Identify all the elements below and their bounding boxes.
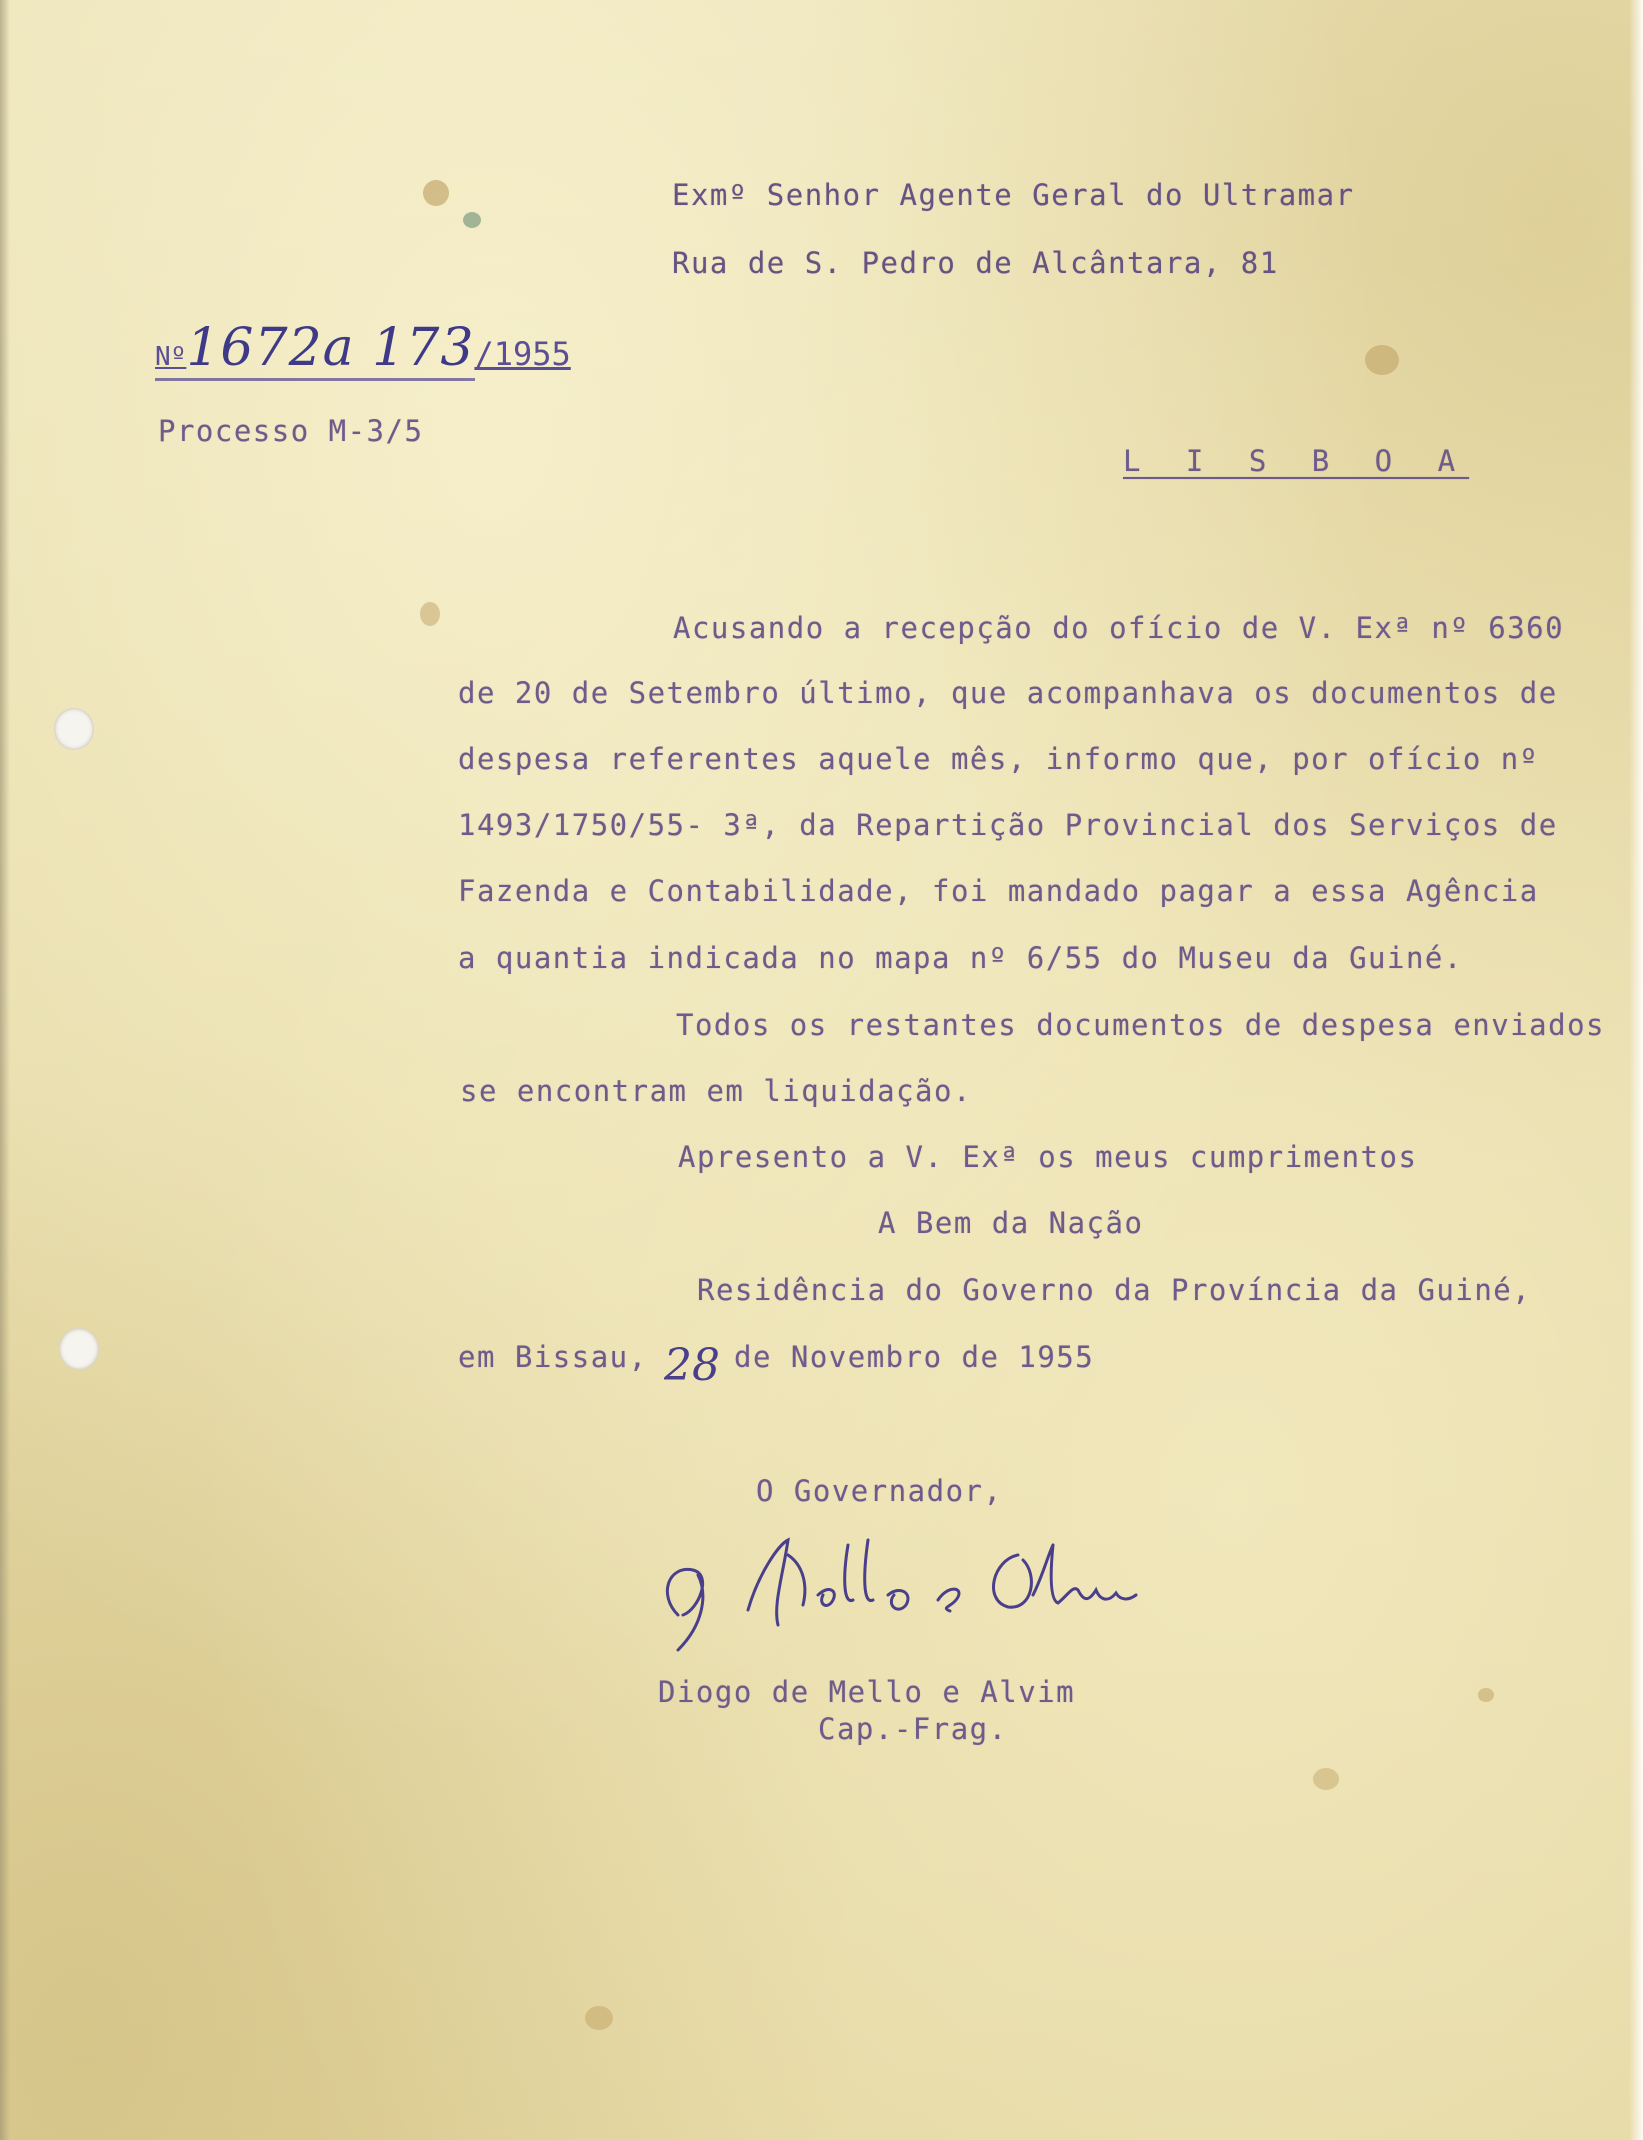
closing-date-day-handwritten: 28 [664,1340,720,1391]
signatory-name: Diogo de Mello e Alvim [658,1675,1076,1709]
body-line: a quantia indicada no mapa nº 6/55 do Museu da Guiné. [458,941,1463,975]
body-line: Acusando a recepção do ofício de V. Exª nº 6360 [673,611,1565,645]
signature-title: O Governador, [756,1474,1003,1508]
stain-mark [585,2006,613,2030]
paper-right-edge [1629,0,1643,2140]
reference-number [155,318,571,378]
signature-scribble-icon [638,1515,1178,1655]
reference-underline [155,378,475,381]
reference-number-prefix: Nº [155,342,187,372]
stain-mark [463,212,481,228]
process-reference: Processo M-3/5 [158,414,424,448]
stain-mark [420,602,440,626]
body-line: Todos os restantes documentos de despesa enviados [676,1008,1606,1042]
closing-greeting: Apresento a V. Exª os meus cumprimentos [678,1140,1418,1174]
closing-date-suffix: de Novembro de 1955 [734,1340,1095,1374]
addressee-line-2: Rua de S. Pedro de Alcântara, 81 [672,246,1279,280]
closing-salutation: A Bem da Nação [878,1206,1144,1240]
punch-hole-top [54,708,94,750]
punch-hole-bottom [59,1328,99,1370]
body-line: despesa referentes aquele mês, informo que, por ofício nº [458,742,1539,776]
closing-residence: Residência do Governo da Província da Guiné, [697,1273,1532,1307]
stain-mark [1478,1688,1494,1702]
signatory-rank: Cap.-Frag. [818,1712,1008,1746]
reference-number-year: /1955 [474,335,571,373]
city-heading: L I S B O A [1123,444,1470,478]
body-line: Fazenda e Contabilidade, foi mandado pagar a essa Agência [458,874,1539,908]
body-line: de 20 de Setembro último, que acompanhava os documentos de [458,676,1558,710]
closing-date-prefix: em Bissau, [458,1340,648,1374]
stain-mark [1313,1768,1339,1790]
body-line: se encontram em liquidação. [460,1074,972,1108]
signature-handwritten [638,1515,1178,1655]
body-line: 1493/1750/55- 3ª, da Repartição Provincial dos Serviços de [458,808,1558,842]
stain-mark [1365,345,1399,375]
reference-number-handwritten: 1672a 173 [186,318,475,378]
addressee-line-1: Exmº Senhor Agente Geral do Ultramar [672,178,1355,212]
paper-left-edge [0,0,10,2140]
stain-mark [423,180,449,206]
